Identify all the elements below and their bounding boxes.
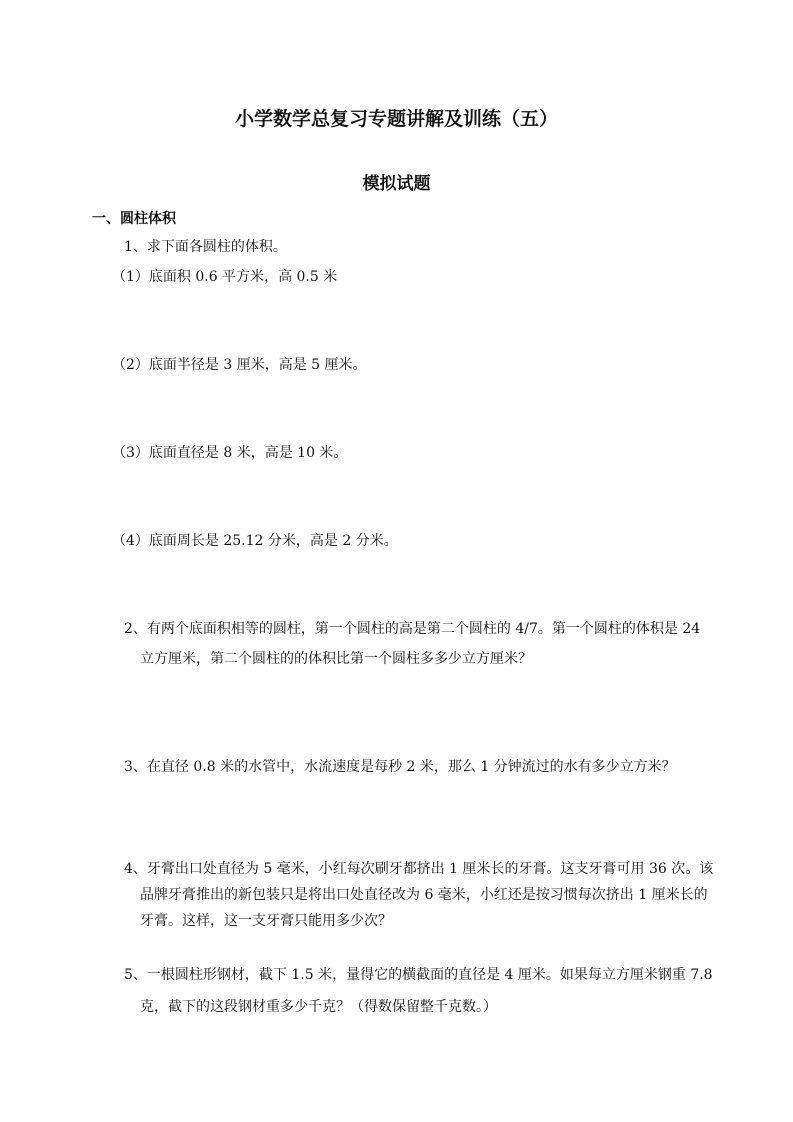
question-3-line-1: 3、在直径 0.8 米的水管中，水流速度是每秒 2 米，那么 1 分钟流过的水有多少立方米？ bbox=[124, 759, 676, 775]
question-1-part-4: （4）底面周长是 25.12 分米，高是 2 分米。 bbox=[112, 533, 398, 549]
document-subtitle: 模拟试题 bbox=[362, 174, 431, 194]
question-4-line-1: 4、牙膏出口处直径为 5 毫米，小红每次刷牙都挤出 1 厘米长的牙膏。这支牙膏可用 36 次。该 bbox=[124, 861, 714, 877]
question-5-line-1: 5、一根圆柱形钢材，截下 1.5 米，量得它的横截面的直径是 4 厘米。如果每立方厘米钢重 7.8 bbox=[124, 967, 713, 983]
question-5-line-2: 克，截下的这段钢材重多少千克？（得数保留整千克数。） bbox=[140, 999, 497, 1015]
question-4-line-2: 品牌牙膏推出的新包装只是将出口处直径改为 6 毫米，小红还是按习惯每次挤出 1 厘米长的 bbox=[140, 887, 708, 903]
question-2-line-2: 立方厘米，第二个圆柱的的体积比第一个圆柱多多少立方厘米？ bbox=[140, 651, 532, 667]
question-2-line-1: 2、有两个底面积相等的圆柱，第一个圆柱的高是第二个圆柱的 4/7。第一个圆柱的体积是 24 bbox=[124, 621, 701, 637]
question-1-part-1: （1）底面积 0.6 平方米，高 0.5 米 bbox=[112, 269, 338, 285]
question-4-line-3: 牙膏。这样，这一支牙膏只能用多少次？ bbox=[140, 913, 392, 929]
question-1-stem: 1、求下面各圆柱的体积。 bbox=[124, 239, 287, 255]
question-1-part-3: （3）底面直径是 8 米，高是 10 米。 bbox=[112, 445, 348, 461]
question-1-part-2: （2）底面半径是 3 厘米，高是 5 厘米。 bbox=[112, 357, 367, 373]
document-title: 小学数学总复习专题讲解及训练（五） bbox=[234, 108, 558, 130]
section-heading-cylinder-volume: 一、圆柱体积 bbox=[92, 211, 176, 227]
